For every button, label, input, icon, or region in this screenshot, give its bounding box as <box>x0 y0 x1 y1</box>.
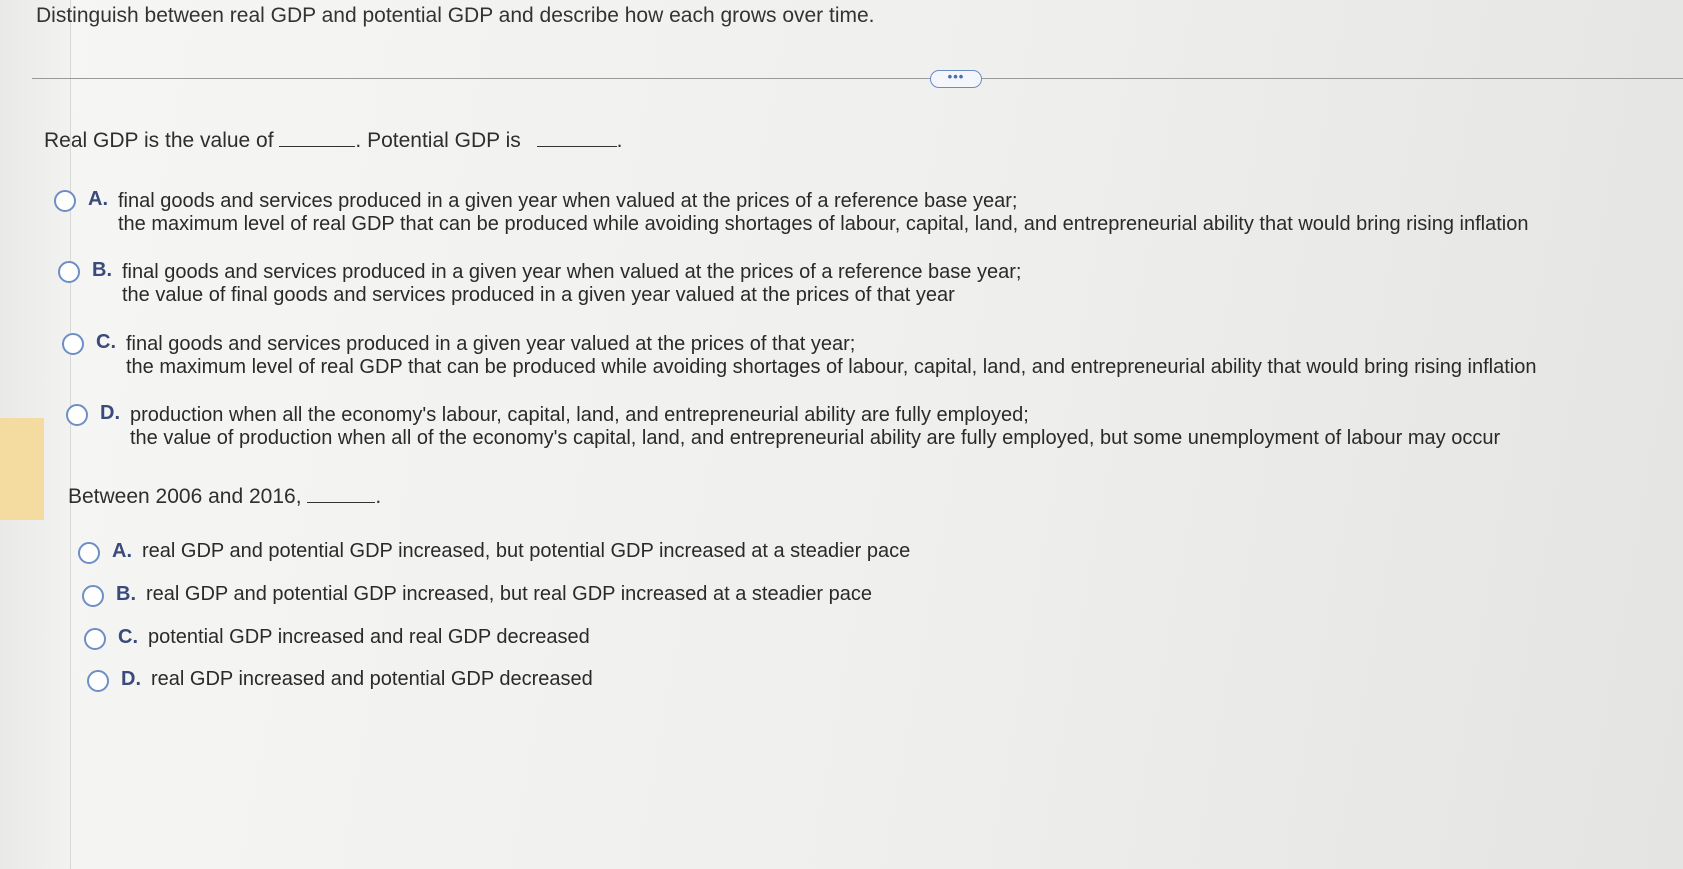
radio-button[interactable] <box>84 628 106 650</box>
option-text: potential GDP increased and real GDP decreased <box>148 626 590 648</box>
part2-option-a[interactable] <box>78 540 910 564</box>
part1-prompt-text-c: . <box>616 129 623 152</box>
part1-prompt <box>44 128 622 153</box>
part1-prompt-text-a: Real GDP is the value of <box>44 129 274 152</box>
option-text: real GDP and potential GDP increased, but real GDP increased at a steadier pace <box>146 583 872 605</box>
radio-button[interactable] <box>58 261 80 283</box>
part1-prompt-text-b: . Potential GDP is <box>355 129 521 152</box>
part1-option-d[interactable] <box>66 402 1500 452</box>
part1-option-b[interactable] <box>58 259 1021 309</box>
option-line-1: final goods and services produced in a given year when valued at the prices of a reference base year; <box>118 190 1018 212</box>
option-text: real GDP and potential GDP increased, but potential GDP increased at a steadier pace <box>142 540 911 562</box>
left-highlight-marker <box>0 418 44 520</box>
radio-button[interactable] <box>87 670 109 692</box>
part1-blank-1 <box>279 128 355 147</box>
option-letter: B. <box>116 583 136 605</box>
part1-option-a[interactable] <box>54 188 1528 238</box>
option-letter: C. <box>96 331 116 353</box>
part1-blank-2 <box>537 128 617 147</box>
part2-prompt-text-a: Between 2006 and 2016, <box>68 485 302 508</box>
option-letter: A. <box>88 188 108 210</box>
radio-button[interactable] <box>78 542 100 564</box>
section-divider <box>32 78 1683 79</box>
part2-prompt-text-b: . <box>375 485 382 508</box>
radio-button[interactable] <box>66 404 88 426</box>
option-line-2: the value of final goods and services produced in a given year valued at the prices of that year <box>122 284 955 306</box>
more-options-button[interactable]: ••• <box>930 70 982 88</box>
option-letter: B. <box>92 259 112 281</box>
option-text: real GDP increased and potential GDP decreased <box>151 668 593 690</box>
option-letter: D. <box>121 668 141 690</box>
part2-option-d[interactable] <box>87 668 593 692</box>
option-line-1: final goods and services produced in a given year when valued at the prices of a reference base year; <box>122 261 1022 283</box>
option-line-2: the maximum level of real GDP that can be produced while avoiding shortages of labour, capital, land, and entrepreneurial ability that would bring rising inflation <box>126 356 1537 378</box>
option-line-2: the value of production when all of the economy's capital, land, and entrepreneurial ability are fully employed, but some unemployment of labour may occur <box>130 427 1501 449</box>
part2-blank <box>307 484 375 503</box>
part1-option-c[interactable] <box>62 331 1536 381</box>
option-line-2: the maximum level of real GDP that can be produced while avoiding shortages of labour, capital, land, and entrepreneurial ability that would bring rising inflation <box>118 213 1529 235</box>
radio-button[interactable] <box>62 333 84 355</box>
part2-option-c[interactable] <box>84 626 590 650</box>
radio-button[interactable] <box>54 190 76 212</box>
option-line-1: final goods and services produced in a given year valued at the prices of that year; <box>126 333 856 355</box>
part2-prompt <box>68 484 381 509</box>
radio-button[interactable] <box>82 585 104 607</box>
part2-option-b[interactable] <box>82 583 872 607</box>
option-line-1: production when all the economy's labour, capital, land, and entrepreneurial ability are fully employed; <box>130 404 1029 426</box>
option-letter: A. <box>112 540 132 562</box>
option-letter: C. <box>118 626 138 648</box>
question-title: Distinguish between real GDP and potential GDP and describe how each grows over time. <box>36 4 875 27</box>
option-letter: D. <box>100 402 120 424</box>
